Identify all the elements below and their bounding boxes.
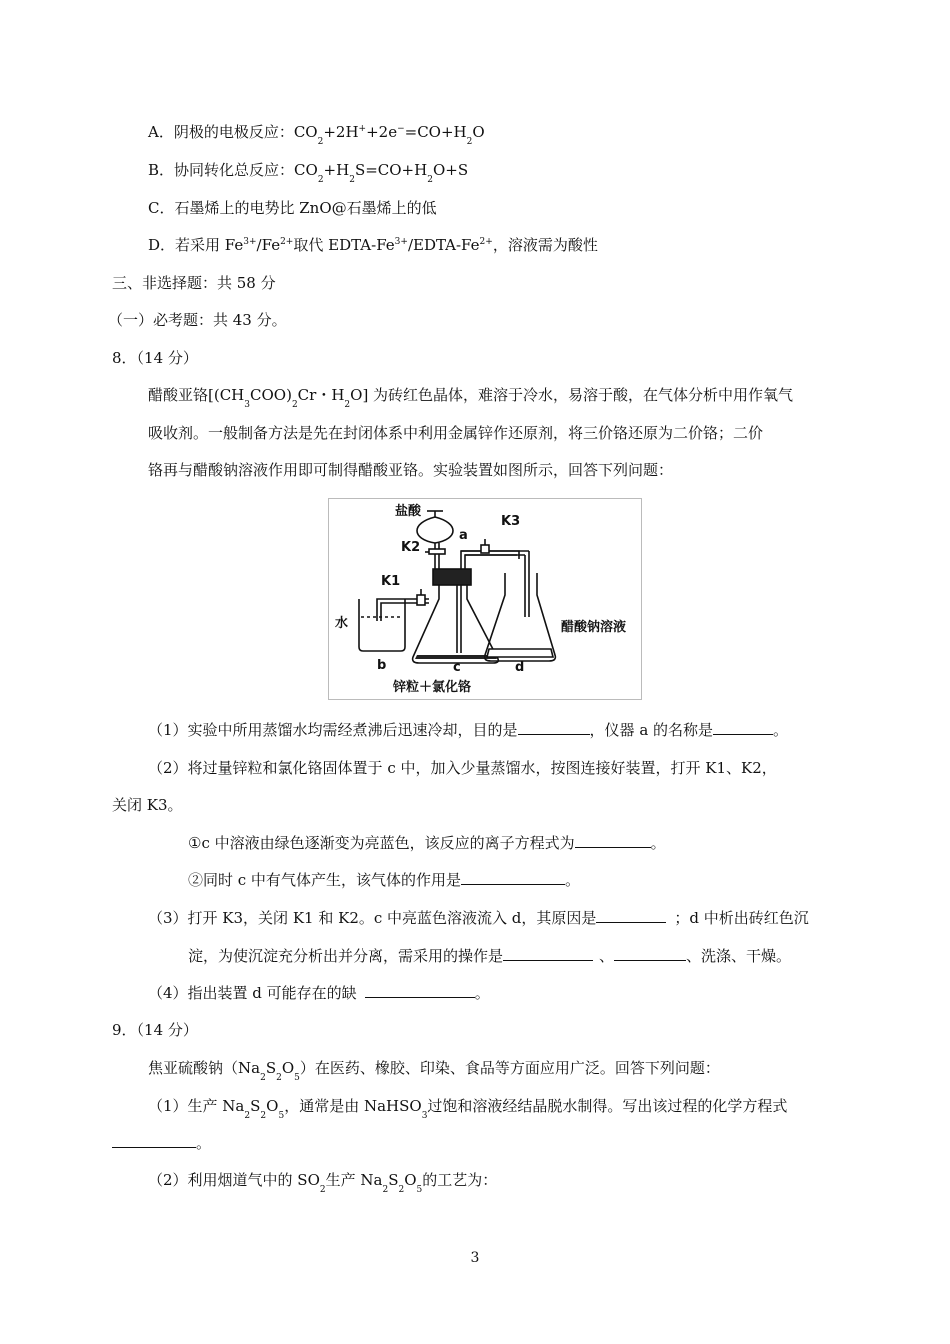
q9-part2 xyxy=(148,1170,497,1193)
q9-part2-text: O xyxy=(404,1171,417,1189)
option-d-text: ，溶液需为酸性 xyxy=(492,236,598,254)
superscript: + xyxy=(358,124,367,134)
q8-part1-text: 。 xyxy=(773,721,789,739)
q9-part1-text: ，通常是由 NaHSO xyxy=(284,1097,422,1115)
q9-part1-text: （1）生产 Na xyxy=(148,1097,245,1115)
q8-part3-text: 、洗涤、干燥。 xyxy=(686,947,792,965)
q9-part2-text: 的工艺为： xyxy=(422,1171,498,1189)
superscript: 2+ xyxy=(479,237,493,247)
answer-blank[interactable] xyxy=(503,946,593,961)
label-k1: K1 xyxy=(381,574,401,589)
q8-part2-item1-text: ①c 中溶液由绿色逐渐变为亮蓝色，该反应的离子方程式为 xyxy=(188,834,575,852)
subscript: 2 xyxy=(276,1073,282,1083)
label-c: c xyxy=(453,660,461,675)
subscript: 2 xyxy=(382,1185,389,1195)
subscript: 2 xyxy=(291,400,298,410)
q8-intro-text: Cr・H xyxy=(297,386,345,404)
q9-part1 xyxy=(148,1096,787,1119)
q9-part1-answer xyxy=(112,1133,211,1153)
label-k2: K2 xyxy=(401,540,421,555)
superscript: 3+ xyxy=(394,237,408,247)
q9-intro xyxy=(148,1058,720,1081)
option-a-text: O xyxy=(472,123,485,141)
page-number: 3 xyxy=(470,1250,480,1266)
answer-blank[interactable] xyxy=(596,908,666,923)
q8-part3-line1 xyxy=(148,908,809,928)
q9-heading: 9．（14 分） xyxy=(112,1021,198,1039)
q8-part3-line2 xyxy=(188,946,791,966)
q8-part4-text: 。 xyxy=(474,984,490,1002)
option-b-text: B．协同转化总反应：CO xyxy=(148,161,318,179)
answer-blank[interactable] xyxy=(112,1133,196,1148)
subscript: 2 xyxy=(317,137,324,147)
q8-part2-item2-text: 。 xyxy=(564,871,580,889)
q9-part1-text: S xyxy=(250,1097,261,1115)
option-a xyxy=(148,122,485,145)
option-a-text: +2H xyxy=(323,123,359,141)
subscript: 2 xyxy=(260,1111,267,1121)
q9-part1-text: 过饱和溶液经结晶脱水制得。写出该过程的化学方程式 xyxy=(427,1097,788,1115)
answer-blank[interactable] xyxy=(365,983,475,998)
subscript: 2 xyxy=(398,1185,405,1195)
option-d xyxy=(148,235,598,258)
label-a: a xyxy=(459,528,468,543)
option-b-text: O+S xyxy=(432,161,469,179)
q8-part2-item1 xyxy=(188,833,666,853)
label-k3: K3 xyxy=(501,514,521,529)
q9-intro-text: 焦亚硫酸钠（Na xyxy=(148,1059,261,1077)
option-b xyxy=(148,160,468,183)
option-a-text: A．阴极的电极反应：CO xyxy=(148,123,318,141)
subscript: 5 xyxy=(278,1111,285,1121)
option-b-text: +H xyxy=(323,161,350,179)
option-a-text: =CO+H xyxy=(404,123,467,141)
q8-part1 xyxy=(148,720,788,740)
superscript: − xyxy=(397,124,405,134)
q8-part4 xyxy=(148,983,490,1003)
subscript: 2 xyxy=(466,137,473,147)
section-title: 三、非选择题：共 58 分 xyxy=(112,274,276,292)
subscript: 5 xyxy=(294,1073,300,1083)
option-c: C．石墨烯上的电势比 ZnO@石墨烯上的低 xyxy=(148,199,437,217)
answer-blank[interactable] xyxy=(461,870,565,885)
q8-intro-line1 xyxy=(148,385,793,408)
q8-part3-text: ；d 中析出砖红色沉 xyxy=(674,909,809,927)
q8-part3-text: 、 xyxy=(599,947,615,965)
q8-part2-line1: （2）将过量锌粒和氯化铬固体置于 c 中，加入少量蒸馏水，按图连接好装置，打开 K1、K2， xyxy=(148,759,777,777)
subscript: 2 xyxy=(317,175,324,185)
subscript: 2 xyxy=(260,1073,266,1083)
answer-blank[interactable] xyxy=(518,720,590,735)
option-d-text: D．若采用 Fe xyxy=(148,236,244,254)
label-hcl: 盐酸 xyxy=(395,504,422,519)
subscript: 2 xyxy=(344,400,351,410)
q8-intro-line3: 铬再与醋酸钠溶液作用即可制得醋酸亚铬。实验装置如图所示，回答下列问题： xyxy=(148,461,674,479)
q8-intro-line2: 吸收剂。一般制备方法是先在封闭体系中利用金属锌作还原剂，将三价铬还原为二价铬；二价 xyxy=(148,424,764,442)
apparatus-diagram xyxy=(329,499,641,699)
q9-intro-text: S xyxy=(265,1059,277,1077)
q8-part4-text: （4）指出装置 d 可能存在的缺 xyxy=(148,984,357,1002)
subscript: 5 xyxy=(416,1185,423,1195)
option-d-text: /Fe xyxy=(256,236,281,254)
option-a-text: +2e xyxy=(366,123,398,141)
answer-blank[interactable] xyxy=(614,946,686,961)
label-d: d xyxy=(515,660,525,675)
q8-part3-text: （3）打开 K3，关闭 K1 和 K2。c 中亮蓝色溶液流入 d，其原因是 xyxy=(148,909,597,927)
q8-intro-text: COO) xyxy=(250,386,292,404)
answer-blank[interactable] xyxy=(713,720,773,735)
q9-intro-text: O xyxy=(281,1059,295,1077)
q9-part2-text: 生产 Na xyxy=(325,1171,383,1189)
q8-intro-text: 醋酸亚铬[(CH xyxy=(148,386,245,404)
subscript: 3 xyxy=(421,1111,428,1121)
q9-part1-text: O xyxy=(266,1097,279,1115)
superscript: 3+ xyxy=(243,237,257,247)
superscript: 2+ xyxy=(280,237,294,247)
q8-part2-item2-text: ②同时 c 中有气体产生，该气体的作用是 xyxy=(188,871,461,889)
label-water: 水 xyxy=(335,616,349,631)
answer-blank[interactable] xyxy=(575,833,651,848)
q8-part2-line2: 关闭 K3。 xyxy=(112,796,183,814)
q9-part2-text: （2）利用烟道气中的 SO xyxy=(148,1171,320,1189)
q8-part1-text: （1）实验中所用蒸馏水均需经煮沸后迅速冷却，目的是 xyxy=(148,721,518,739)
option-d-text: /EDTA-Fe xyxy=(407,236,480,254)
label-b: b xyxy=(377,658,387,673)
apparatus-figure xyxy=(328,498,642,700)
subscript: 2 xyxy=(244,1111,251,1121)
subscript: 3 xyxy=(244,400,250,410)
subscript: 2 xyxy=(319,1185,326,1195)
q9-intro-text: ）在医药、橡胶、印染、食品等方面应用广泛。回答下列问题： xyxy=(299,1059,720,1077)
q8-part2-item2 xyxy=(188,870,580,890)
q9-part2-text: S xyxy=(388,1171,399,1189)
subscript: 2 xyxy=(349,175,355,185)
option-d-text: 取代 EDTA-Fe xyxy=(293,236,395,254)
q8-part1-text: ，仪器 a 的名称是 xyxy=(589,721,714,739)
section-subtitle: （一）必考题：共 43 分。 xyxy=(108,311,287,329)
q8-part2-item1-text: 。 xyxy=(650,834,666,852)
q8-heading: 8．（14 分） xyxy=(112,349,198,367)
q8-part3-text: 淀，为使沉淀充分析出并分离，需采用的操作是 xyxy=(188,947,504,965)
option-b-text: S=CO+H xyxy=(354,161,428,179)
label-sodium-acetate: 醋酸钠溶液 xyxy=(561,620,627,635)
label-zinc-chromium-chloride: 锌粒＋氯化铬 xyxy=(393,680,472,695)
subscript: 2 xyxy=(427,175,433,185)
q8-intro-text: O] 为砖红色晶体，难溶于冷水，易溶于酸，在气体分析中用作氧气 xyxy=(350,386,794,404)
q9-part1-text: 。 xyxy=(196,1134,212,1152)
